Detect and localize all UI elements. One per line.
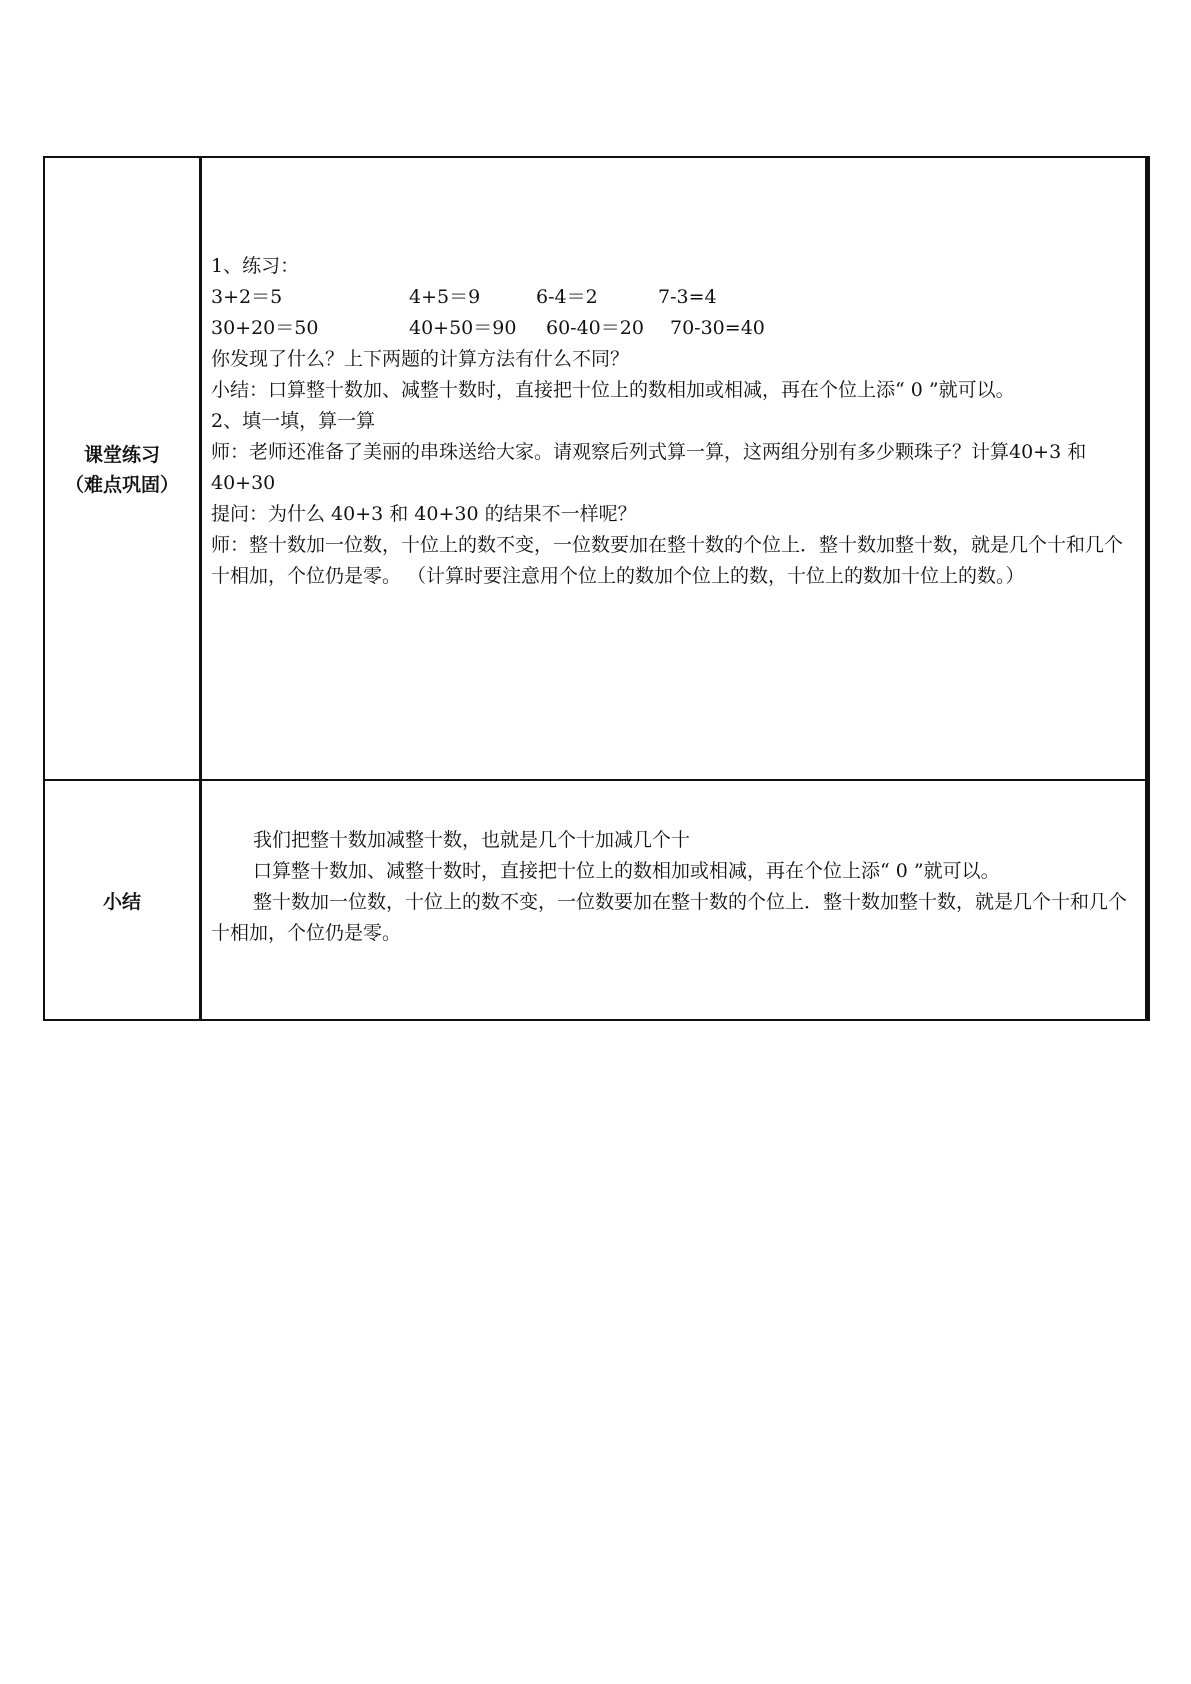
row-label-practice [45,440,199,500]
lesson-table [43,156,1150,1021]
exercise-heading: 1、练习： [211,255,300,277]
equation: 30+20＝50 [211,317,319,339]
practice-content [211,251,1141,592]
summary-content [211,825,1141,949]
equation: 60-40＝20 [546,317,644,339]
row-label-summary: 小结 [102,891,141,913]
summary-paragraph: 口算整十数加、减整十数时，直接把十位上的数相加或相减，再在个位上添“ 0 ”就可以。 [253,860,1000,882]
equation: 40+50＝90 [409,317,517,339]
equation: 70-30=40 [670,317,765,339]
equation-row-2 [211,313,1141,344]
column-divider [199,158,202,1019]
table-right-border [1145,158,1148,1019]
equation-row-1 [211,282,1141,313]
equation: 7-3=4 [658,286,717,308]
teacher-instruction: 师：老师还准备了美丽的串珠送给大家。请观察后列式算一算，这两组分别有多少颗珠子？计算40+3 和 40+30 [211,441,1087,494]
equation: 3+2＝5 [211,286,283,308]
equation: 6-4＝2 [536,286,598,308]
fill-in-heading: 2、填一填，算一算 [211,410,376,432]
summary-note: 小结：口算整十数加、减整十数时，直接把十位上的数相加或相减，再在个位上添“ 0 ”就可以。 [211,379,1015,401]
summary-paragraph: 整十数加一位数，十位上的数不变，一位数要加在整十数的个位上．整十数加整十数，就是几个十和几个十相加，个位仍是零。 [211,891,1128,944]
teacher-explanation: 师：整十数加一位数，十位上的数不变，一位数要加在整十数的个位上．整十数加整十数，就是几个十和几个十相加，个位仍是零。 （计算时要注意用个位上的数加个位上的数，十位上的数加十位上的数。） [211,534,1124,587]
row-divider [45,779,1148,781]
equation: 4+5＝9 [409,286,481,308]
discovery-question: 你发现了什么？上下两题的计算方法有什么不同？ [211,348,630,370]
row-label-practice-line1: 课堂练习 [83,444,160,466]
row-label-practice-line2: （难点巩固） [64,474,179,496]
question-prompt: 提问：为什么 40+3 和 40+30 的结果不一样呢？ [211,503,637,525]
summary-paragraph: 我们把整十数加减整十数，也就是几个十加减几个十 [253,829,691,851]
